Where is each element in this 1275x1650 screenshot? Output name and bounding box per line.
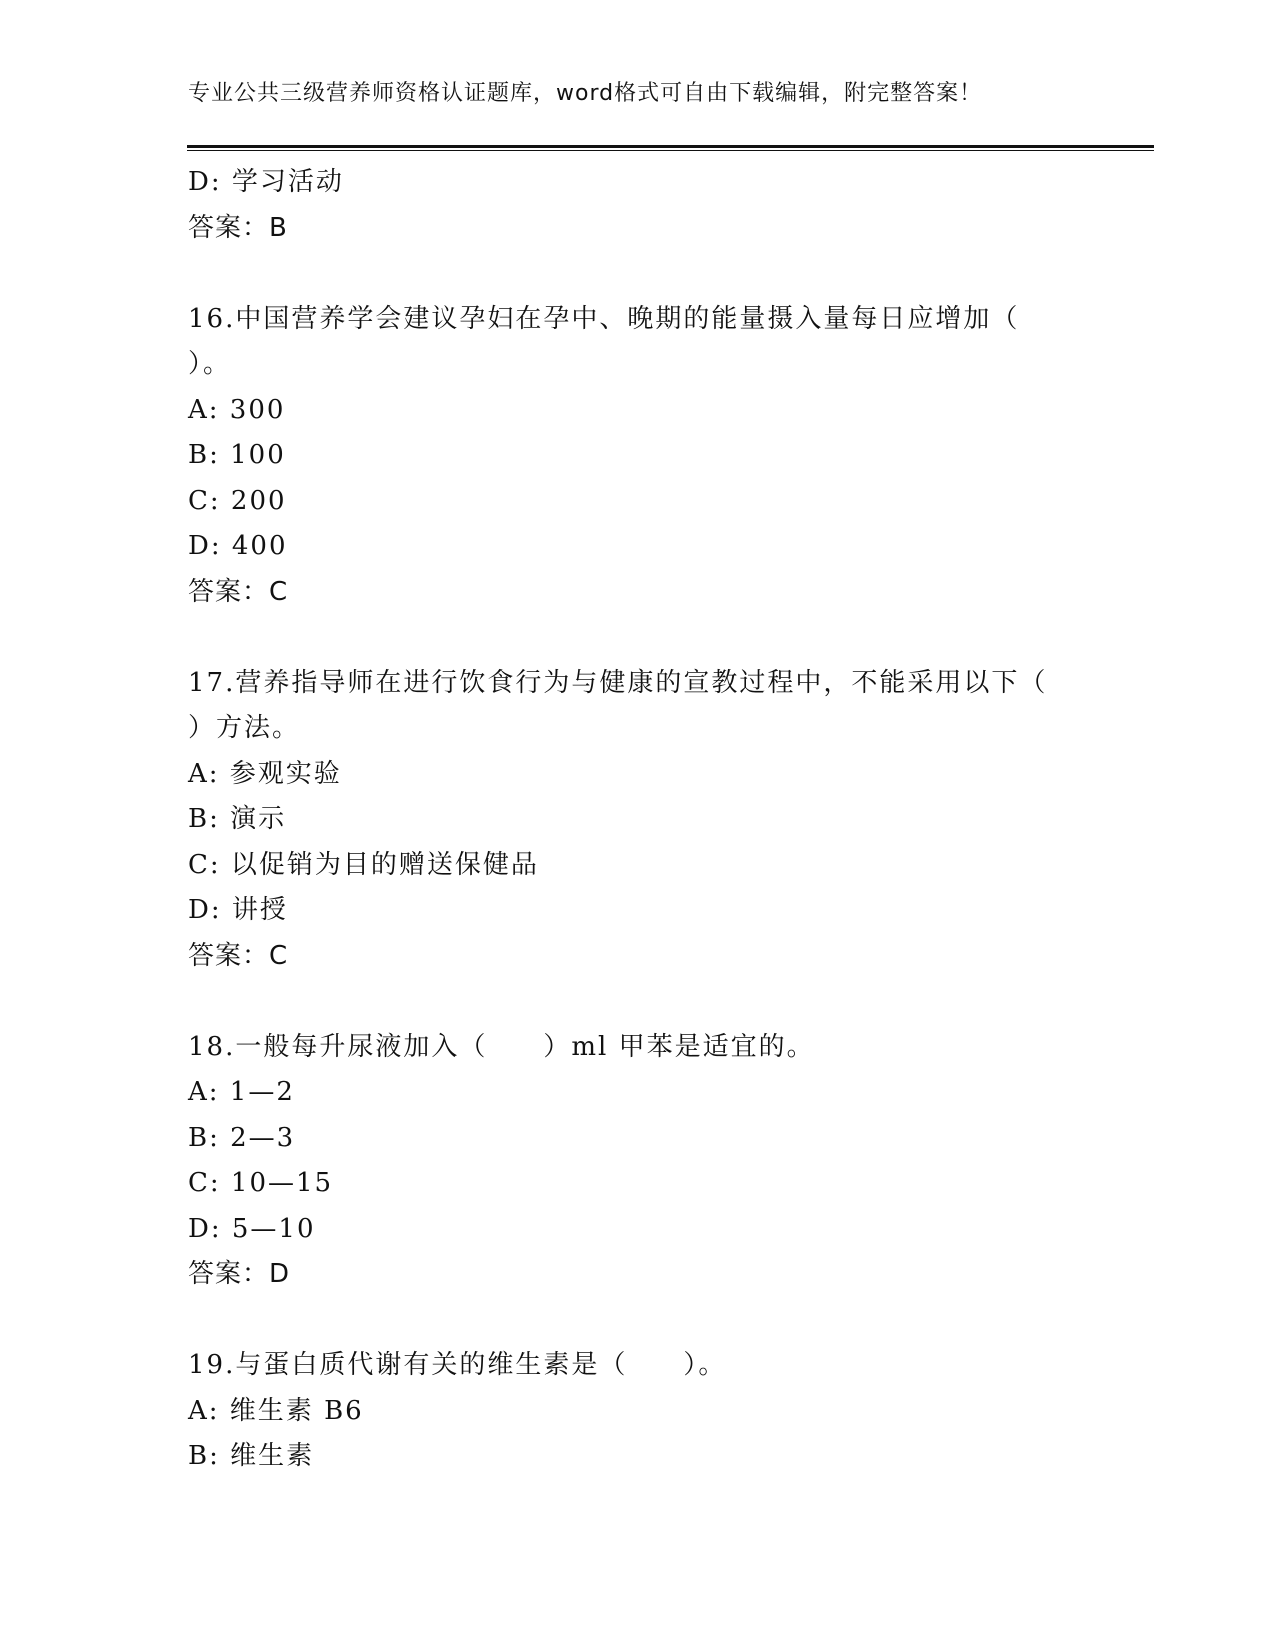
option-d: D: 400 bbox=[188, 531, 288, 561]
option-a: A: 300 bbox=[188, 394, 286, 425]
option-b: B: 维生素 bbox=[188, 1441, 315, 1471]
spacer bbox=[188, 1298, 1088, 1344]
option-b: B: 100 bbox=[188, 440, 286, 470]
question-19 bbox=[188, 1343, 1088, 1480]
question-16 bbox=[188, 297, 1088, 616]
question-stem-continuation: ）方法。 bbox=[188, 713, 301, 743]
question-18 bbox=[188, 1025, 1088, 1298]
question-stem: 18.一般每升尿液加入（ ）ml 甲苯是适宜的。 bbox=[188, 1031, 815, 1062]
header-rule-thick bbox=[187, 145, 1154, 148]
page-header: 专业公共三级营养师资格认证题库，word格式可自由下载编辑，附完整答案！ bbox=[188, 81, 983, 106]
question-stem: 16.中国营养学会建议孕妇在孕中、晚期的能量摄入量每日应增加（ bbox=[188, 303, 1020, 334]
answer: 答案：B bbox=[188, 212, 288, 243]
question-stem: 19.与蛋白质代谢有关的维生素是（ ）。 bbox=[188, 1350, 727, 1380]
answer: 答案：D bbox=[188, 1259, 291, 1289]
header-rule-thin bbox=[187, 150, 1154, 151]
answer: 答案：C bbox=[188, 576, 289, 607]
question-content bbox=[188, 160, 1088, 1480]
question-stem-continuation: ）。 bbox=[188, 349, 232, 379]
option-a: A: 维生素 B6 bbox=[188, 1395, 364, 1426]
option-d: D: 5—10 bbox=[188, 1213, 316, 1244]
option-b: B: 2—3 bbox=[188, 1122, 296, 1153]
option-a: A: 1—2 bbox=[188, 1077, 295, 1107]
option-d: D: 讲授 bbox=[188, 895, 288, 925]
question-17 bbox=[188, 661, 1088, 980]
answer: 答案：C bbox=[188, 940, 289, 971]
option-c: C: 200 bbox=[188, 485, 287, 516]
option-c: C: 以促销为目的赠送保健品 bbox=[188, 849, 539, 880]
option-b: B: 演示 bbox=[188, 804, 287, 834]
option-a: A: 参观实验 bbox=[188, 758, 342, 789]
spacer bbox=[188, 615, 1088, 661]
spacer bbox=[188, 979, 1088, 1025]
spacer bbox=[188, 251, 1088, 297]
option-d: D: 学习活动 bbox=[188, 167, 344, 197]
question-stem: 17.营养指导师在进行饮食行为与健康的宣教过程中，不能采用以下（ bbox=[188, 667, 1048, 698]
option-c: C: 10—15 bbox=[188, 1168, 334, 1198]
